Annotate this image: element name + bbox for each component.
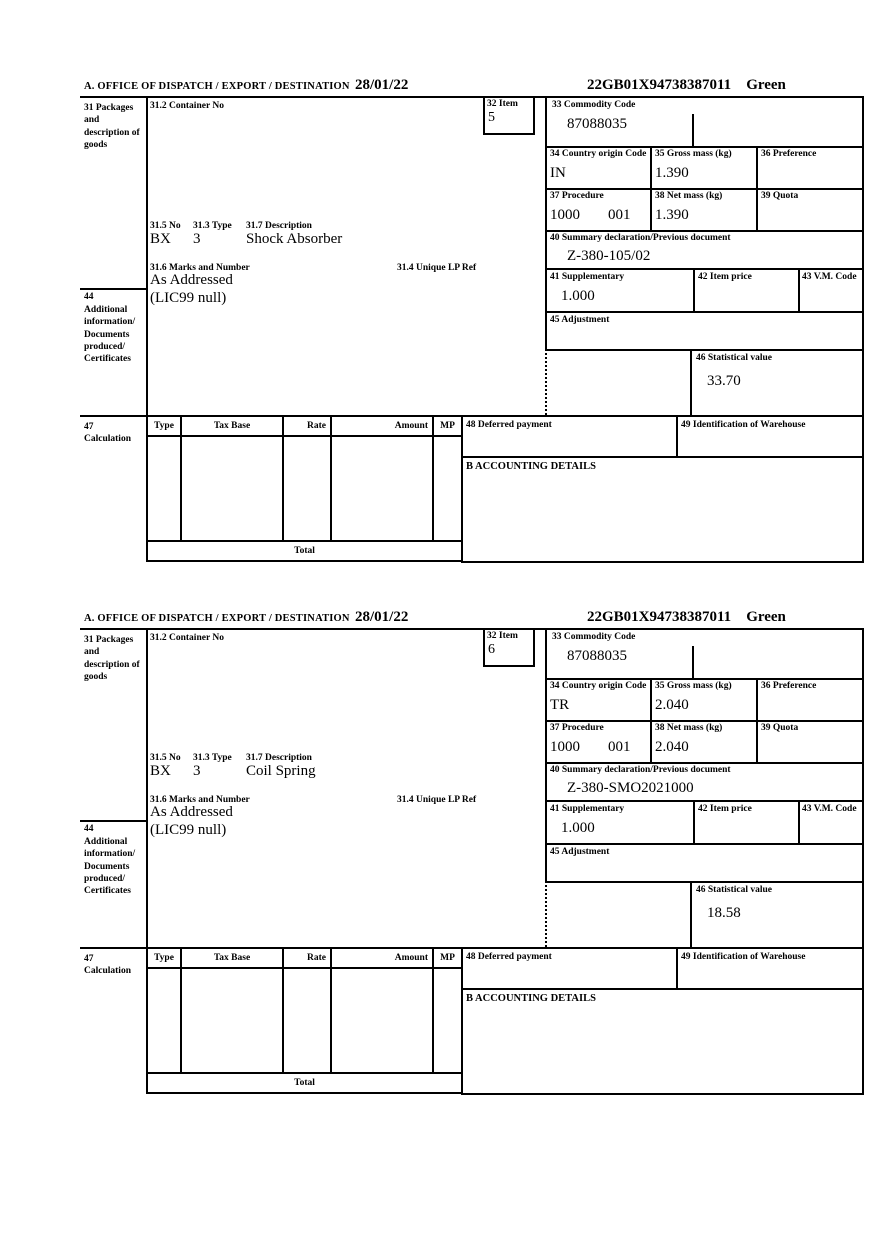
marks-value: As Addressed <box>150 804 233 820</box>
left-column-divider <box>146 96 148 417</box>
col-type-header: Type <box>146 415 182 437</box>
sad-item-block-2 <box>80 609 864 1102</box>
item-price-label: 42 Item price <box>698 804 752 814</box>
description-label: 31.7 Description <box>246 221 312 231</box>
package-type-value: 3 <box>193 231 201 247</box>
country-origin-label: 34 Country origin Code <box>550 681 647 691</box>
col-tax-base-header: Tax Base <box>180 415 284 437</box>
calc-total-row: Total <box>146 540 463 562</box>
box31-label: 31 Packages and description of goods <box>84 635 140 683</box>
office-of-dispatch-label: A. OFFICE OF DISPATCH / EXPORT / DESTINATION <box>84 613 350 624</box>
deferred-payment-label: 48 Deferred payment <box>466 420 552 430</box>
calc-amount-cell <box>330 967 434 1074</box>
left-column-rule <box>80 288 148 290</box>
col-rate-header: Rate <box>282 415 332 437</box>
routing-status: Green <box>746 609 786 625</box>
package-no-value: BX <box>150 763 171 779</box>
adjustment-label: 45 Adjustment <box>550 847 610 857</box>
calc-type-cell <box>146 435 182 542</box>
goods-description-value: Coil Spring <box>246 763 316 779</box>
accounting-details-box <box>461 988 864 1095</box>
box32-label: 32 Item <box>487 99 518 109</box>
acceptance-date: 28/01/22 <box>355 77 409 93</box>
box44-label: Additional information/ Documents produced/ Certificates <box>84 305 136 365</box>
warehouse-label: 49 Identification of Warehouse <box>681 420 806 430</box>
declaration-reference <box>587 609 786 626</box>
quota-label: 39 Quota <box>761 191 799 201</box>
package-no-label: 31.5 No <box>150 753 181 763</box>
col-type-header: Type <box>146 947 182 969</box>
calc-rate-cell <box>282 435 332 542</box>
deferred-payment-label: 48 Deferred payment <box>466 952 552 962</box>
preference-label: 36 Preference <box>761 149 817 159</box>
vm-code-label: 43 V.M. Code <box>802 804 857 814</box>
box32-label: 32 Item <box>487 631 518 641</box>
box47-label: 47 Calculation <box>84 954 131 977</box>
supplementary-label: 41 Supplementary <box>550 804 625 814</box>
procedure-value: 1000 <box>550 207 580 223</box>
item-number-value: 6 <box>488 642 495 657</box>
commodity-code-divider <box>692 646 694 678</box>
procedure-value: 1000 <box>550 739 580 755</box>
marks-label: 31.6 Marks and Number <box>150 263 250 273</box>
movement-reference-number: 22GB01X94738387011 <box>587 609 732 625</box>
adjustment-label: 45 Adjustment <box>550 315 610 325</box>
marks-label: 31.6 Marks and Number <box>150 795 250 805</box>
box46-dotted-region <box>545 881 692 947</box>
country-origin-value: IN <box>550 165 566 181</box>
box47-label: 47 Calculation <box>84 422 131 445</box>
statistical-value-label: 46 Statistical value <box>696 353 772 363</box>
statistical-value-label: 46 Statistical value <box>696 885 772 895</box>
net-mass-value: 2.040 <box>655 739 689 755</box>
col-tax-base-header: Tax Base <box>180 947 284 969</box>
previous-document-value: Z-380-105/02 <box>567 248 651 264</box>
calc-type-cell <box>146 967 182 1074</box>
package-no-value: BX <box>150 231 171 247</box>
col-mp-header: MP <box>432 415 463 437</box>
additional-info-value: (LIC99 null) <box>150 290 227 306</box>
supplementary-label: 41 Supplementary <box>550 272 625 282</box>
calc-mp-cell <box>432 967 463 1074</box>
gross-mass-value: 2.040 <box>655 697 689 713</box>
office-of-dispatch-label: A. OFFICE OF DISPATCH / EXPORT / DESTINATION <box>84 81 350 92</box>
quota-label: 39 Quota <box>761 723 799 733</box>
left-column-divider <box>146 628 148 949</box>
net-mass-label: 38 Net mass (kg) <box>655 723 723 733</box>
col-mp-header: MP <box>432 947 463 969</box>
commodity-code-value: 87088035 <box>567 116 627 132</box>
commodity-code-value: 87088035 <box>567 648 627 664</box>
box31-label: 31 Packages and description of goods <box>84 103 140 151</box>
preference-label: 36 Preference <box>761 681 817 691</box>
package-type-value: 3 <box>193 763 201 779</box>
col-rate-header: Rate <box>282 947 332 969</box>
box44-label: Additional information/ Documents produced/ Certificates <box>84 837 136 897</box>
procedure-code2-value: 001 <box>608 207 631 223</box>
unique-lp-ref-label: 31.4 Unique LP Ref <box>397 795 477 805</box>
net-mass-value: 1.390 <box>655 207 689 223</box>
item-price-label: 42 Item price <box>698 272 752 282</box>
movement-reference-number: 22GB01X94738387011 <box>587 77 732 93</box>
calc-amount-cell <box>330 435 434 542</box>
calc-rate-cell <box>282 967 332 1074</box>
procedure-label: 37 Procedure <box>550 723 604 733</box>
box46-dotted-region <box>545 349 692 415</box>
statistical-value: 33.70 <box>707 373 741 389</box>
country-origin-value: TR <box>550 697 570 713</box>
supplementary-value: 1.000 <box>561 820 595 836</box>
goods-description-value: Shock Absorber <box>246 231 343 247</box>
commodity-code-label: 33 Commodity Code <box>552 632 636 642</box>
previous-document-value: Z-380-SMO2021000 <box>567 780 694 796</box>
sad-item-block-1 <box>80 77 864 570</box>
calc-mp-cell <box>432 435 463 542</box>
package-type-label: 31.3 Type <box>193 221 232 231</box>
calc-tax-base-cell <box>180 967 284 1074</box>
procedure-code2-value: 001 <box>608 739 631 755</box>
gross-mass-label: 35 Gross mass (kg) <box>655 681 732 691</box>
accounting-details-label: B ACCOUNTING DETAILS <box>466 993 596 1004</box>
routing-status: Green <box>746 77 786 93</box>
left-column-rule <box>80 820 148 822</box>
package-type-label: 31.3 Type <box>193 753 232 763</box>
net-mass-label: 38 Net mass (kg) <box>655 191 723 201</box>
col-amount-header: Amount <box>330 415 434 437</box>
calc-total-row: Total <box>146 1072 463 1094</box>
previous-document-label: 40 Summary declaration/Previous document <box>550 765 731 775</box>
vm-code-label: 43 V.M. Code <box>802 272 857 282</box>
previous-document-label: 40 Summary declaration/Previous document <box>550 233 731 243</box>
procedure-label: 37 Procedure <box>550 191 604 201</box>
calc-tax-base-cell <box>180 435 284 542</box>
container-no-label: 31.2 Container No <box>150 101 224 111</box>
item-number-value: 5 <box>488 110 495 125</box>
additional-info-value: (LIC99 null) <box>150 822 227 838</box>
gross-mass-label: 35 Gross mass (kg) <box>655 149 732 159</box>
box44-number: 44 <box>84 292 94 302</box>
declaration-reference <box>587 77 786 94</box>
box44-number: 44 <box>84 824 94 834</box>
unique-lp-ref-label: 31.4 Unique LP Ref <box>397 263 477 273</box>
description-label: 31.7 Description <box>246 753 312 763</box>
acceptance-date: 28/01/22 <box>355 609 409 625</box>
gross-mass-value: 1.390 <box>655 165 689 181</box>
country-origin-label: 34 Country origin Code <box>550 149 647 159</box>
container-no-label: 31.2 Container No <box>150 633 224 643</box>
col-amount-header: Amount <box>330 947 434 969</box>
statistical-value: 18.58 <box>707 905 741 921</box>
commodity-code-label: 33 Commodity Code <box>552 100 636 110</box>
warehouse-label: 49 Identification of Warehouse <box>681 952 806 962</box>
accounting-details-label: B ACCOUNTING DETAILS <box>466 461 596 472</box>
marks-value: As Addressed <box>150 272 233 288</box>
package-no-label: 31.5 No <box>150 221 181 231</box>
supplementary-value: 1.000 <box>561 288 595 304</box>
commodity-code-divider <box>692 114 694 146</box>
accounting-details-box <box>461 456 864 563</box>
